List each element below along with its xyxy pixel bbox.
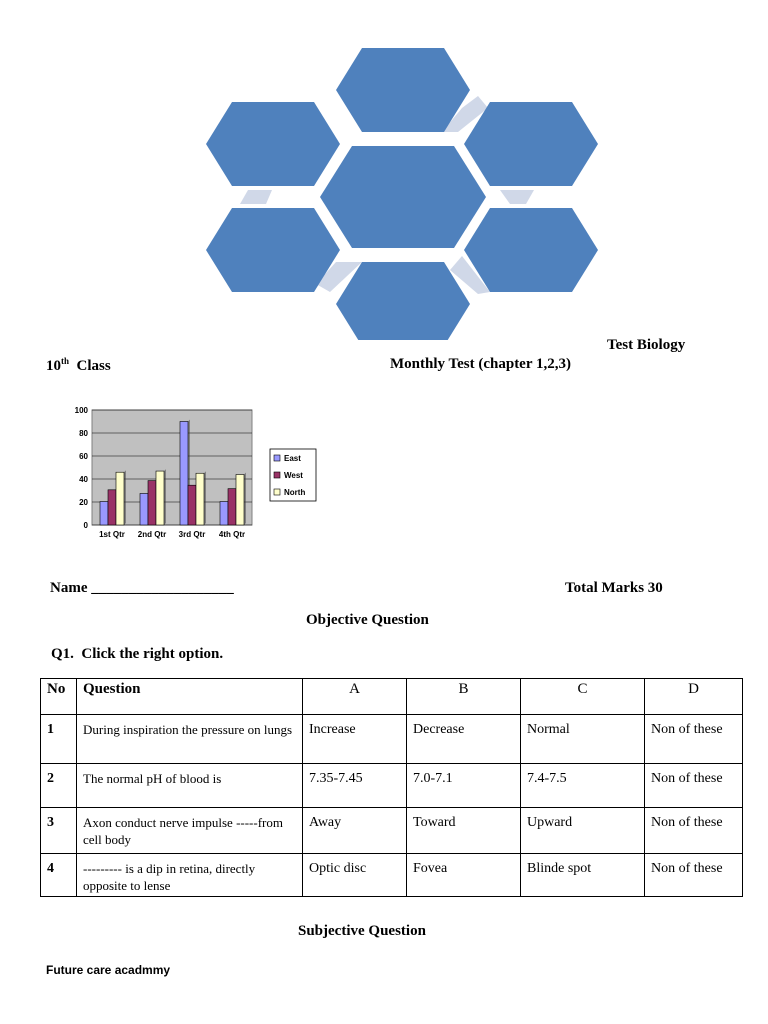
hexagon-bottom xyxy=(336,262,470,340)
y-tick-label: 40 xyxy=(79,475,88,484)
name-line: ___________________ xyxy=(91,580,234,596)
bar xyxy=(180,422,188,526)
bar-chart xyxy=(62,402,322,547)
hexagon-upper-left xyxy=(206,102,340,186)
hexagon-lower-left xyxy=(206,208,340,292)
table-row xyxy=(41,854,743,897)
bar xyxy=(188,485,196,525)
subjective-heading: Subjective Question xyxy=(298,923,426,939)
legend-swatch xyxy=(274,472,280,478)
bar xyxy=(100,502,108,525)
option-d[interactable]: Non of these xyxy=(645,808,743,854)
bar xyxy=(140,493,148,525)
y-tick-label: 20 xyxy=(79,498,88,507)
option-c[interactable]: Normal xyxy=(521,715,645,764)
name-label: Name xyxy=(50,580,88,596)
y-tick-label: 60 xyxy=(79,452,88,461)
total-marks: Total Marks 30 xyxy=(565,580,663,596)
class-number: 10 xyxy=(46,358,61,374)
bar xyxy=(220,502,228,525)
row-question: Axon conduct nerve impulse -----from cell body xyxy=(77,808,303,854)
bar xyxy=(196,473,204,525)
table-header-row xyxy=(41,679,743,715)
option-d[interactable]: Non of these xyxy=(645,715,743,764)
y-tick-label: 100 xyxy=(74,406,88,415)
table-row xyxy=(41,715,743,764)
hexagon-center xyxy=(320,146,486,248)
name-field xyxy=(50,580,234,597)
bar-side xyxy=(124,470,126,525)
header-a: A xyxy=(303,679,407,715)
footer-text: Future care acadmmy xyxy=(46,963,171,977)
test-title: Test Biology xyxy=(607,337,686,353)
y-tick-label: 80 xyxy=(79,429,88,438)
bar-side xyxy=(244,473,246,525)
bar xyxy=(228,489,236,525)
legend-label: East xyxy=(284,454,301,463)
bar xyxy=(108,490,116,525)
option-c[interactable]: Blinde spot xyxy=(521,854,645,897)
row-number: 3 xyxy=(41,808,77,854)
q1-instruction: Q1. Click the right option. xyxy=(51,646,224,662)
bar-side xyxy=(164,469,166,525)
option-b[interactable]: 7.0-7.1 xyxy=(407,764,521,808)
option-b[interactable]: Decrease xyxy=(407,715,521,764)
connector-left xyxy=(240,190,272,204)
row-question: During inspiration the pressure on lungs xyxy=(77,715,303,764)
x-tick-label: 4th Qtr xyxy=(218,530,246,539)
y-tick-label: 0 xyxy=(83,521,88,530)
class-label xyxy=(46,356,111,375)
objective-heading: Objective Question xyxy=(306,612,429,628)
legend-label: West xyxy=(284,471,303,480)
option-a[interactable]: 7.35-7.45 xyxy=(303,764,407,808)
row-question: The normal pH of blood is xyxy=(77,764,303,808)
legend-swatch xyxy=(274,489,280,495)
header-question: Question xyxy=(77,679,303,715)
option-a[interactable]: Increase xyxy=(303,715,407,764)
question-table xyxy=(40,678,743,897)
table-row xyxy=(41,764,743,808)
bar xyxy=(116,472,124,525)
option-d[interactable]: Non of these xyxy=(645,764,743,808)
x-tick-label: 3rd Qtr xyxy=(178,530,206,539)
legend-label: North xyxy=(284,488,306,497)
header-b: B xyxy=(407,679,521,715)
connector-right xyxy=(500,190,534,204)
hexagon-upper-right xyxy=(464,102,598,186)
header-no: No xyxy=(41,679,77,715)
option-c[interactable]: 7.4-7.5 xyxy=(521,764,645,808)
row-number: 4 xyxy=(41,854,77,897)
legend-swatch xyxy=(274,455,280,461)
x-tick-label: 2nd Qtr xyxy=(137,530,167,539)
monthly-test-label: Monthly Test (chapter 1,2,3) xyxy=(390,356,571,372)
option-d[interactable]: Non of these xyxy=(645,854,743,897)
table-row xyxy=(41,808,743,854)
hexagon-top xyxy=(336,48,470,132)
row-question: --------- is a dip in retina, directly opposite to lense xyxy=(77,854,303,897)
bar xyxy=(156,471,164,525)
x-tick-label: 1st Qtr xyxy=(99,530,125,539)
header-c: C xyxy=(521,679,645,715)
header-d: D xyxy=(645,679,743,715)
hexagon-diagram xyxy=(0,0,768,340)
option-a[interactable]: Away xyxy=(303,808,407,854)
class-superscript: th xyxy=(61,356,70,366)
bar-side xyxy=(204,471,206,525)
option-c[interactable]: Upward xyxy=(521,808,645,854)
hexagon-lower-right xyxy=(464,208,598,292)
option-b[interactable]: Toward xyxy=(407,808,521,854)
bar xyxy=(236,475,244,525)
row-number: 2 xyxy=(41,764,77,808)
row-number: 1 xyxy=(41,715,77,764)
option-a[interactable]: Optic disc xyxy=(303,854,407,897)
bar xyxy=(148,481,156,525)
option-b[interactable]: Fovea xyxy=(407,854,521,897)
class-word: Class xyxy=(76,358,111,374)
